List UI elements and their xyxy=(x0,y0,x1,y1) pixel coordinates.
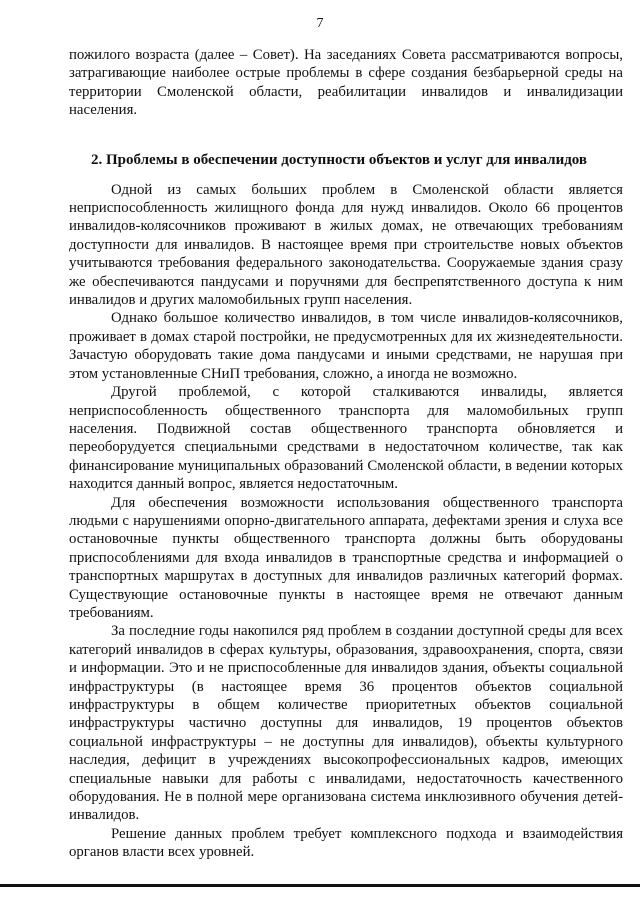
paragraph-transport-stops: Для обеспечения возможности использования общественного транспорта людьми с нарушениями опорно-двигательного аппарата, дефектами зрения и слуха все остановочные пункты общественного транспорта должны быть оборудованы приспособлениями для входа инвалидов в транспортные средства и информацией о транспортных маршрутах в доступных для инвалидов различных категорий формах. Существующие остановочные пункты в настоящее время не отвечают данным требованиям. xyxy=(69,494,623,621)
paragraph-old-buildings: Однако большое количество инвалидов, в том числе инвалидов-колясочников, проживает в домах старой постройки, не предусмотренных для их жизнедеятельности. Зачастую оборудовать такие дома пандусами и иными средствами, не нарушая при этом установленные СНиП требования, сложно, а иногда не возможно. xyxy=(69,310,623,382)
paragraph-social-infrastructure: За последние годы накопился ряд проблем в создании доступной среды для всех категорий инвалидов в сферах культуры, образования, здравоохранения, спорта, связи и информации. Это и не приспособленные для инвалидов здания, объекты социальной инфраструктуры (в настоящее время 36 процентов объектов социальной инфраструктуры в общем количестве приоритетных объектов социальной инфраструктуры частично доступны для инвалидов, 19 процентов объектов социальной инфраструктуры – не доступны для инвалидов), объекты культурного наследия, дефицит в учреждениях высокопрофессиональных кадров, имеющих специальные навыки для работы с инвалидами, недостаточность качественного оборудования. Не в полной мере организована система инклюзивного обучения детей-инвалидов. xyxy=(69,623,623,824)
document-body xyxy=(69,46,623,862)
intro-paragraph: пожилого возраста (далее – Совет). На заседаниях Совета рассматриваются вопросы, затрагивающие наиболее острые проблемы в сфере создания безбарьерной среды на территории Смоленской области, реабилитации инвалидов и инвалидизации населения. xyxy=(69,47,623,119)
paragraph-transport: Другой проблемой, с которой сталкиваются инвалиды, является неприспособленность общественного транспорта для маломобильных групп населения. Подвижной состав общественного транспорта обновляется и переоборудуется специальными средствами в недостаточном количестве, так как финансирование муниципальных образований Смоленской области, в ведении которых находится данный вопрос, является недостаточным. xyxy=(69,384,623,493)
section-heading: 2. Проблемы в обеспечении доступности объектов и услуг для инвалидов xyxy=(91,151,588,168)
footer-rule xyxy=(0,884,640,887)
page-number: 7 xyxy=(316,16,324,31)
paragraph-housing: Одной из самых больших проблем в Смоленской области является неприспособленность жилищного фонда для нужд инвалидов. Около 66 процентов инвалидов-колясочников проживают в жилых домах, не отвечающих требованиям доступности для инвалидов. В настоящее время при строительстве новых объектов учитываются требования федерального законодательства. Сооружаемые здания сразу же обеспечиваются пандусами и поручнями для беспрепятственного доступа к ним инвалидов и других маломобильных групп населения. xyxy=(69,181,623,309)
paragraph-conclusion: Решение данных проблем требует комплексного подхода и взаимодействия органов власти всех уровней. xyxy=(69,825,623,861)
